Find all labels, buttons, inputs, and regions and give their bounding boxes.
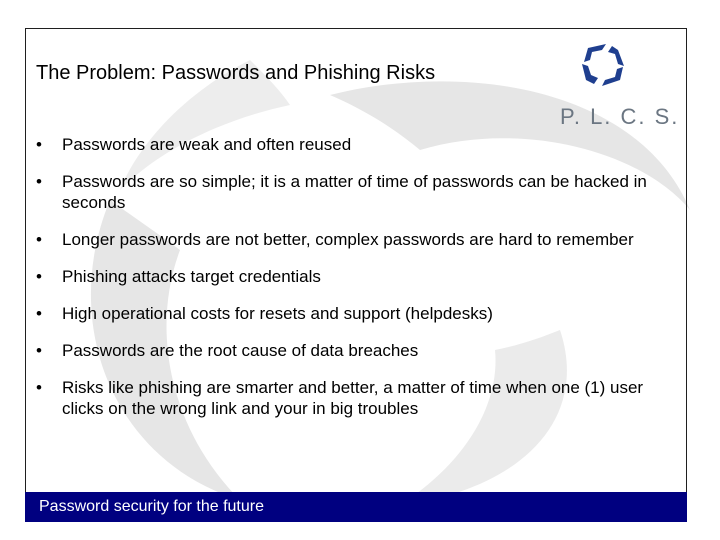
bullet-marker: • bbox=[36, 267, 42, 286]
bullet-text: Risks like phishing are smarter and better, a matter of time when one (1) user clicks on the wrong link and your in big troubles bbox=[62, 378, 644, 418]
bullet-item bbox=[36, 266, 681, 287]
bullet-item bbox=[36, 229, 681, 250]
bullet-text: Phishing attacks target credentials bbox=[62, 267, 321, 286]
footer-bar bbox=[25, 492, 687, 522]
bullet-text: Passwords are the root cause of data breaches bbox=[62, 341, 419, 360]
slide-title: The Problem: Passwords and Phishing Risks bbox=[36, 62, 436, 84]
plcs-logo-icon bbox=[578, 40, 628, 90]
bullet-marker: • bbox=[36, 378, 42, 397]
footer-text: Password security for the future bbox=[39, 498, 264, 515]
bullet-item bbox=[36, 171, 681, 213]
bullet-item bbox=[36, 134, 681, 155]
bullet-list bbox=[36, 134, 681, 435]
bullet-marker: • bbox=[36, 304, 42, 323]
bullet-marker: • bbox=[36, 341, 42, 360]
bullet-text: Passwords are so simple; it is a matter of time of passwords can be hacked in seconds bbox=[62, 172, 647, 212]
logo-text: P. L. C. S. bbox=[560, 104, 680, 129]
bullet-text: High operational costs for resets and support (helpdesks) bbox=[62, 304, 493, 323]
bullet-item bbox=[36, 377, 681, 419]
bullet-text: Longer passwords are not better, complex passwords are hard to remember bbox=[62, 230, 634, 249]
bullet-marker: • bbox=[36, 230, 42, 249]
company-logo bbox=[556, 40, 686, 132]
bullet-item bbox=[36, 303, 681, 324]
bullet-marker: • bbox=[36, 172, 42, 191]
bullet-marker: • bbox=[36, 135, 42, 154]
bullet-item bbox=[36, 340, 681, 361]
bullet-text: Passwords are weak and often reused bbox=[62, 135, 352, 154]
